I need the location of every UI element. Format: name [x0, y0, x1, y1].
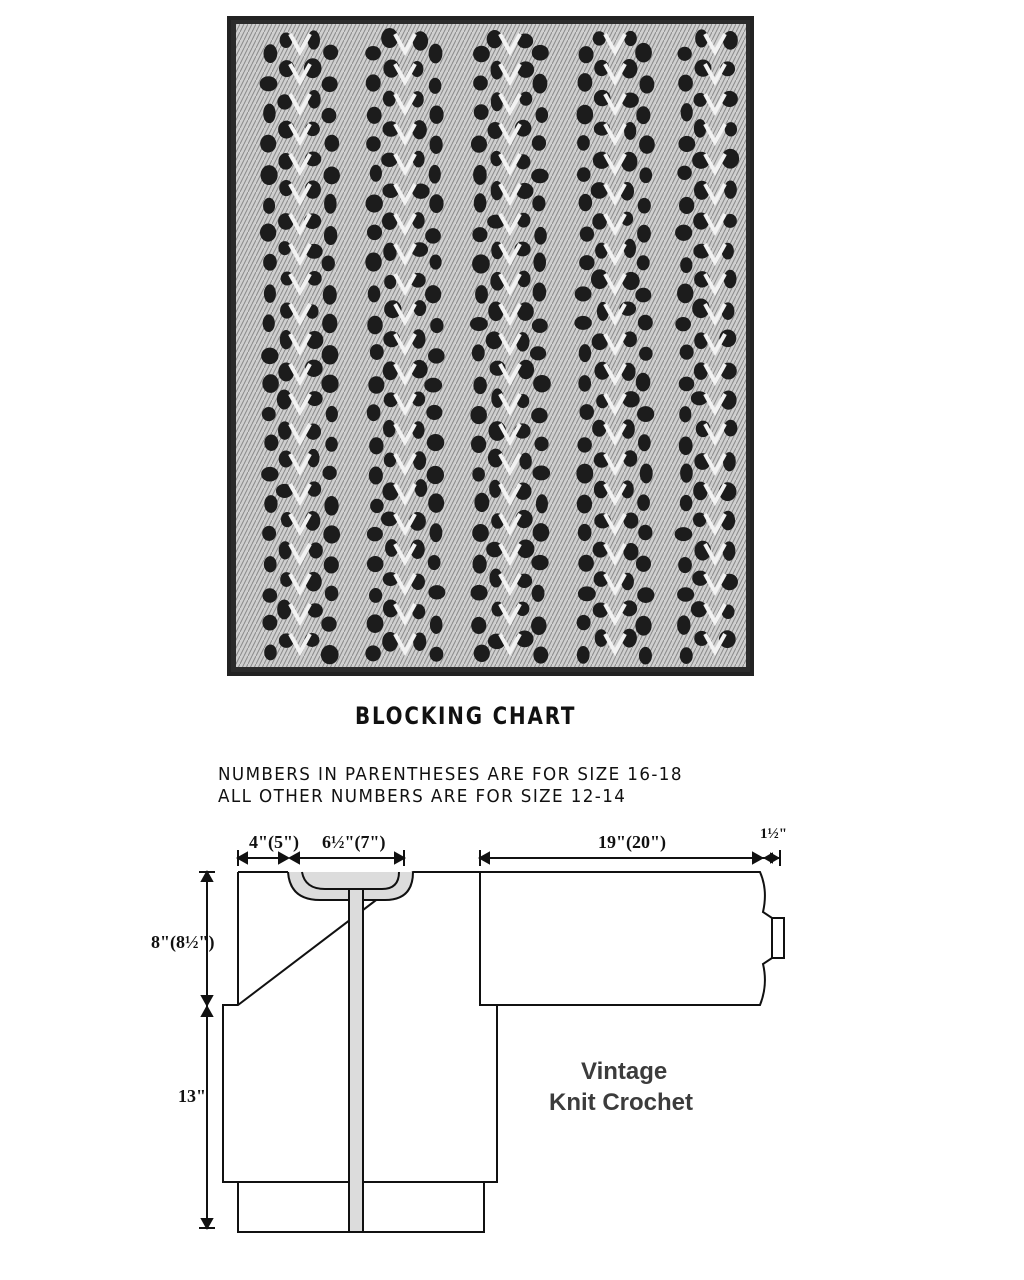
blocking-chart-title: BLOCKING CHART — [355, 702, 577, 730]
cuff-width-label: 1½" — [760, 826, 788, 842]
armhole-depth-label: 8"(8½") — [151, 932, 215, 952]
neck-width-label: 6½"(7") — [322, 832, 386, 852]
body-length-label: 13" — [178, 1086, 206, 1106]
size-note-line-1: NUMBERS IN PARENTHESES ARE FOR SIZE 16-18 — [218, 764, 683, 785]
size-note-line-2: ALL OTHER NUMBERS ARE FOR SIZE 12-14 — [218, 786, 627, 807]
watermark-line-1: Vintage — [581, 1058, 668, 1085]
sleeve-length-label: 19"(20") — [598, 832, 666, 852]
shoulder-width-label: 4"(5") — [249, 832, 299, 852]
watermark-line-2: Knit Crochet — [549, 1089, 693, 1116]
front-band — [349, 889, 363, 1232]
sleeve-outline — [480, 872, 784, 1005]
